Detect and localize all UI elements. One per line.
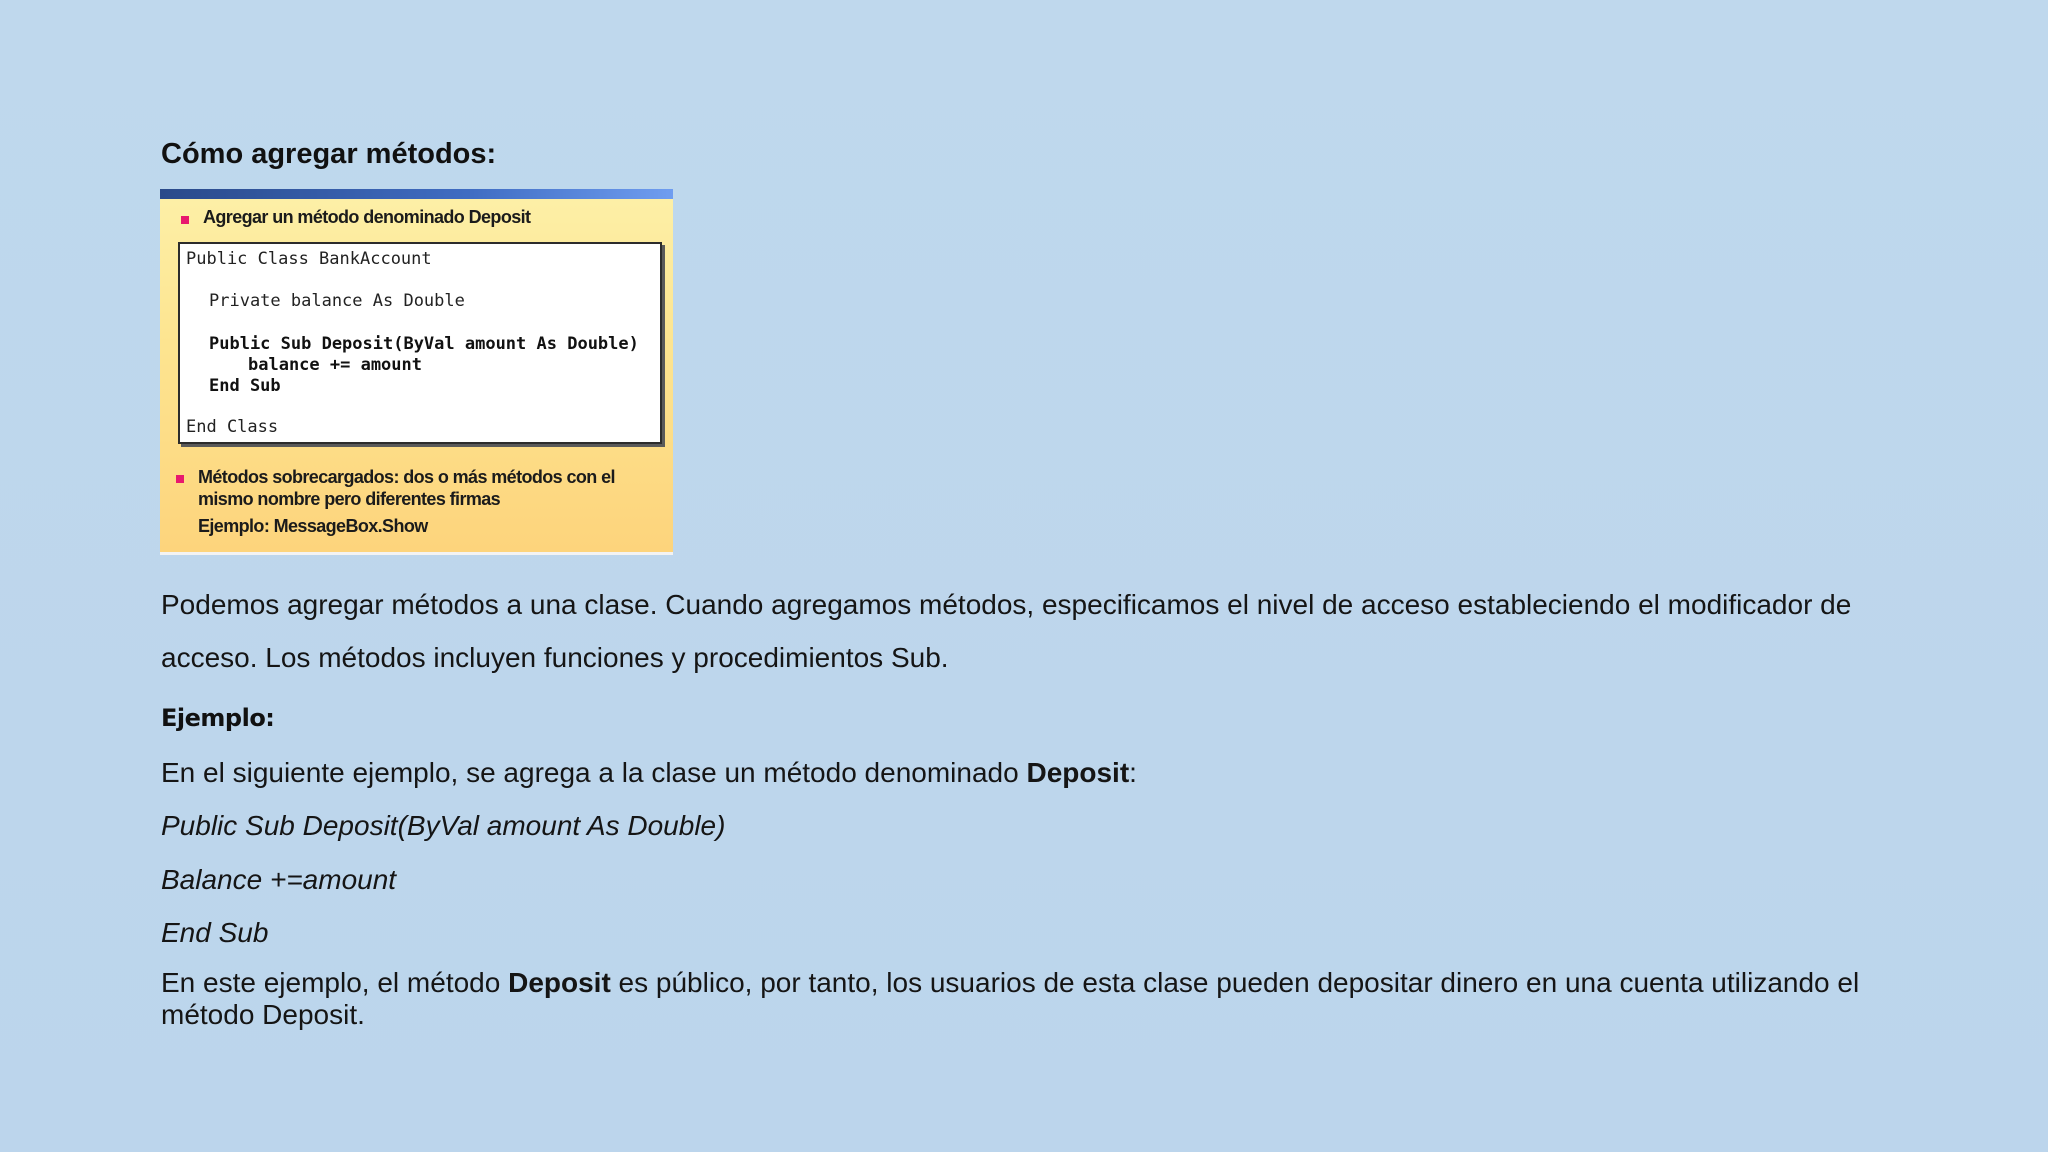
figure-bullet-overloaded-line1: Métodos sobrecargados: dos o más métodos con el [198,467,615,487]
code-line: Public Class BankAccount [186,249,432,269]
code-line: End Sub [209,376,281,396]
code-line: End Class [186,417,279,437]
figure-top-bar [160,189,673,199]
bullet-square-icon [181,216,189,224]
closing-paragraph-text: En este ejemplo, el método [161,967,509,998]
example-label: Ejemplo: [161,704,275,732]
code-sample-line: End Sub [161,917,269,948]
code-sample-line: Public Sub Deposit(ByVal amount As Double) [161,810,726,841]
code-line: Public Sub Deposit(ByVal amount As Double) [209,334,639,354]
intro-paragraph: Podemos agregar métodos a una clase. Cuando agregamos métodos, especificamos el nivel de acceso estableciendo el modificador de acceso. Los métodos incluyen funciones y procedimientos Sub. [161,589,1852,673]
methods-figure [160,189,673,555]
closing-paragraph-rest: es público, por tanto, los usuarios de esta clase pueden depositar dinero en una cuenta utilizando el método Deposit. [161,967,1860,1030]
example-sentence-method: Deposit [1026,757,1130,788]
example-sentence-end: : [1129,757,1137,788]
section-heading: Cómo agregar métodos: [161,138,497,170]
figure-bullet-overloaded-line2: mismo nombre pero diferentes firmas [198,489,501,509]
example-sentence [161,746,1941,799]
code-sample-line: Balance +=amount [161,864,397,895]
closing-paragraph-method: Deposit [508,967,611,998]
example-sentence-text: En el siguiente ejemplo, se agrega a la clase un método denominado [161,757,1027,788]
bullet-square-icon [176,475,184,483]
code-line: balance += amount [248,355,422,375]
code-line: Private balance As Double [209,291,465,311]
code-listing-box [178,242,662,444]
figure-example-text: Ejemplo: MessageBox.Show [198,516,428,536]
figure-bullet-overloaded [198,466,615,510]
closing-paragraph [161,967,1941,1031]
figure-bullet-add-method: Agregar un método denominado Deposit [203,207,531,227]
